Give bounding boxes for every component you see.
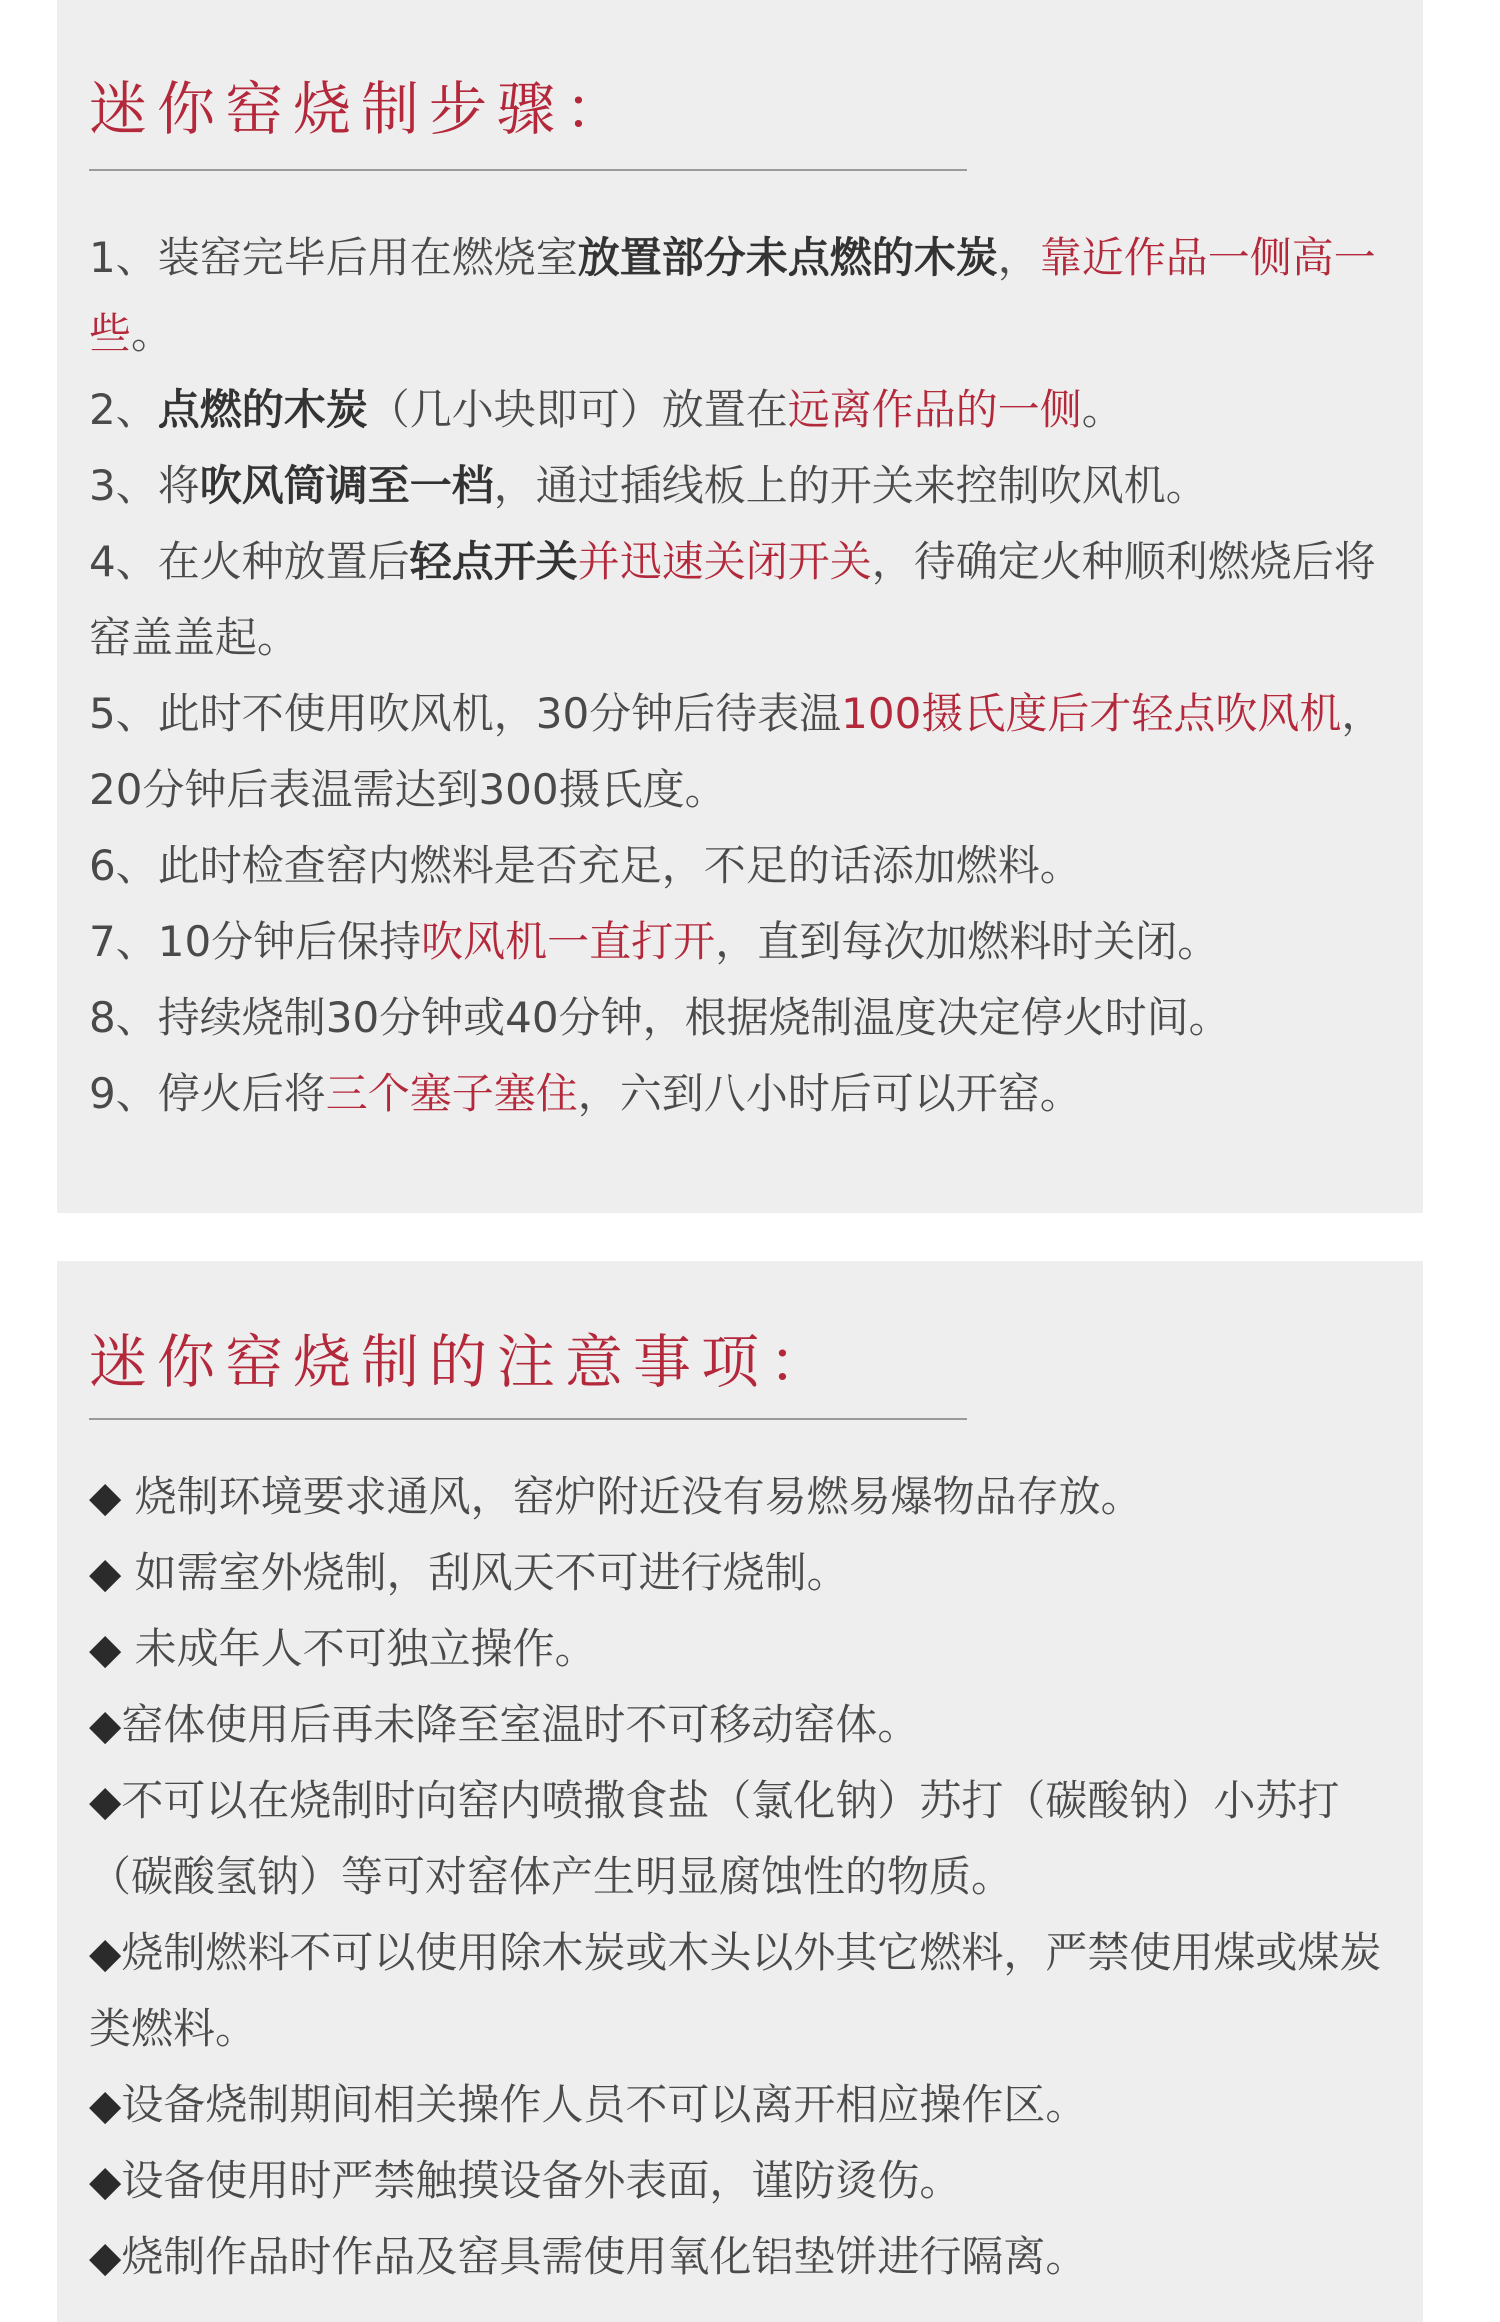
step-item [89,676,1407,828]
notes-card [57,1261,1423,2322]
step-text: ， [997,233,1040,282]
step-text: 2、 [89,385,158,434]
diamond-bullet-icon: ◆ [89,1928,122,1977]
step-text: 。 [131,309,174,358]
notes-divider [89,1418,967,1420]
step-text: 8、持续烧制30分钟或40分钟，根据烧制温度决定停火时间。 [89,993,1231,1042]
diamond-bullet-icon: ◆ [89,1548,122,1597]
step-highlight-bold: 吹风筒调至一档 [199,461,494,510]
step-item [89,448,1407,524]
note-item [89,1535,1407,1611]
step-text: 1、装窑完毕后用在燃烧室 [89,233,578,282]
note-item [89,2067,1407,2143]
step-highlight-red: 靠近作品一侧高一些 [89,233,1376,358]
note-item [89,1611,1407,1687]
step-item [89,372,1407,448]
step-text: ，六到八小时后可以开窑。 [577,1069,1082,1118]
note-text: 不可以在烧制时向窑内喷撒食盐（氯化钠）苏打（碳酸钠）小苏打（碳酸氢钠）等可对窑体产生明显腐蚀性的物质。 [89,1776,1340,1901]
diamond-bullet-icon: ◆ [89,1472,122,1521]
diamond-bullet-icon: ◆ [89,2080,122,2129]
step-text: 9、停火后将 [89,1069,326,1118]
note-text: 如需室外烧制，刮风天不可进行烧制。 [121,1548,849,1597]
step-text: （几小块即可）放置在 [367,385,788,434]
step-text: 6、此时检查窑内燃料是否充足，不足的话添加燃料。 [89,841,1082,890]
step-highlight-red: 并迅速关闭开关 [577,537,872,586]
note-text: 窑体使用后再未降至室温时不可移动窑体。 [121,1700,920,1749]
step-text: 3、将 [89,461,200,510]
step-text: ，20分钟后表温需达到300摄氏度。 [89,689,1384,814]
note-item [89,1763,1407,1915]
diamond-bullet-icon: ◆ [89,2156,122,2205]
diamond-bullet-icon: ◆ [89,1700,122,1749]
step-highlight-red: 100摄氏度后才轻点吹风机 [841,689,1342,738]
step-highlight-red: 远离作品的一侧 [787,385,1082,434]
notes-list [89,1459,1407,2295]
step-text: ，通过插线板上的开关来控制吹风机。 [493,461,1208,510]
note-item [89,2143,1407,2219]
note-text: 烧制作品时作品及窑具需使用氧化铝垫饼进行隔离。 [121,2232,1088,2281]
note-item [89,1459,1407,1535]
step-item [89,220,1407,372]
diamond-bullet-icon: ◆ [89,1624,122,1673]
diamond-bullet-icon: ◆ [89,2232,122,2281]
step-item [89,1056,1407,1132]
step-text: 5、此时不使用吹风机，30分钟后待表温 [89,689,842,738]
step-item [89,904,1407,980]
note-item [89,2219,1407,2295]
note-text: 烧制环境要求通风，窑炉附近没有易燃易爆物品存放。 [121,1472,1143,1521]
step-highlight-bold: 轻点开关 [409,537,578,586]
step-item [89,828,1407,904]
notes-title: 迷你窑烧制的注意事项： [89,1328,838,1396]
step-text: ，直到每次加燃料时关闭。 [715,917,1220,966]
note-item [89,1687,1407,1763]
steps-card [57,0,1423,1213]
step-text: 7、10分钟后保持 [89,917,422,966]
note-text: 设备烧制期间相关操作人员不可以离开相应操作区。 [121,2080,1088,2129]
step-highlight-bold: 放置部分未点燃的木炭 [577,233,998,282]
step-item [89,980,1407,1056]
note-text: 设备使用时严禁触摸设备外表面，谨防烫伤。 [121,2156,962,2205]
step-text: 。 [1081,385,1124,434]
step-text: ，待确定火种顺利燃烧后将窑盖盖起。 [89,537,1376,662]
note-text: 未成年人不可独立操作。 [121,1624,597,1673]
step-highlight-red: 吹风机一直打开 [421,917,716,966]
steps-list [89,220,1407,1132]
step-highlight-bold: 点燃的木炭 [157,385,368,434]
diamond-bullet-icon: ◆ [89,1776,122,1825]
steps-divider [89,169,967,171]
steps-title: 迷你窑烧制步骤： [89,75,634,143]
step-text: 4、在火种放置后 [89,537,410,586]
step-highlight-red: 三个塞子塞住 [325,1069,578,1118]
step-item [89,524,1407,676]
note-item [89,1915,1407,2067]
note-text: 烧制燃料不可以使用除木炭或木头以外其它燃料，严禁使用煤或煤炭类燃料。 [89,1928,1382,2053]
